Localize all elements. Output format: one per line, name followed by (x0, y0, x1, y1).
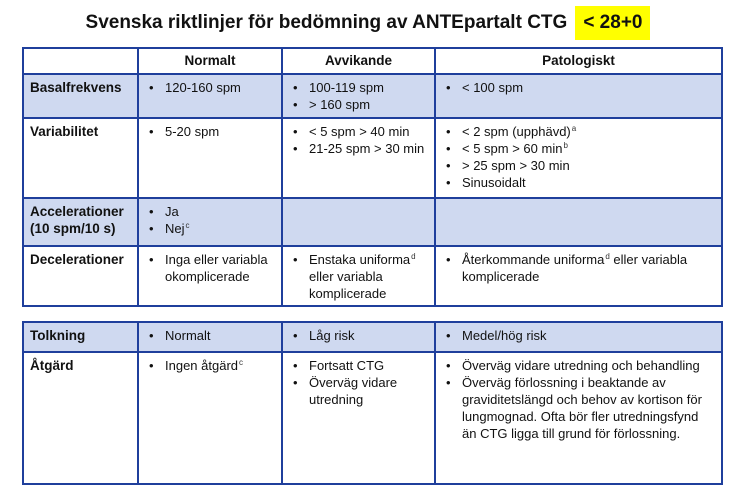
list-item-text: > 160 spm (309, 97, 371, 112)
list-item-text: Medel/hög risk (462, 328, 547, 343)
list-item-text: Återkommande uniforma (462, 252, 605, 267)
list-item-text: Låg risk (309, 328, 355, 343)
bullet-list (145, 251, 275, 285)
list-item-text: 21-25 spm > 30 min (309, 141, 425, 156)
list-item-text: > 25 spm > 30 min (462, 158, 570, 173)
bullet-list (145, 203, 275, 237)
cell-patologiskt (435, 118, 722, 198)
cell-normal (138, 74, 282, 118)
cell-normal (138, 118, 282, 198)
list-item-text: Överväg vidare utredning och behandling (462, 358, 700, 373)
bullet-list (289, 357, 428, 408)
header-empty (23, 48, 138, 74)
list-item (289, 123, 428, 140)
row-label: Variabilitet (23, 118, 138, 198)
table-row (23, 118, 722, 198)
table-row (23, 322, 722, 352)
list-item-text-continued: eller variabla komplicerade (309, 269, 387, 301)
bullet-list (289, 251, 428, 302)
header-row (23, 48, 722, 74)
list-item (442, 374, 715, 442)
row-label: Åtgärd (23, 352, 138, 484)
list-item (145, 327, 275, 344)
cell-patologiskt (435, 246, 722, 306)
table-row (23, 246, 722, 306)
bullet-list (289, 123, 428, 157)
cell-patologiskt (435, 352, 722, 484)
cell-patologiskt (435, 198, 722, 246)
ctg-assessment-table (22, 47, 723, 307)
list-item (442, 357, 715, 374)
list-item (145, 123, 275, 140)
list-item-text: < 5 spm > 40 min (309, 124, 410, 139)
bullet-list (289, 79, 428, 113)
list-item-text: Normalt (165, 328, 211, 343)
cell-avvikande (282, 198, 435, 246)
table-row (23, 74, 722, 118)
list-item (289, 357, 428, 374)
footnote-marker: a (571, 124, 577, 133)
list-item (442, 123, 715, 140)
bullet-list (442, 327, 715, 344)
row-label: Basalfrekvens (23, 74, 138, 118)
list-item-text: Ingen åtgärd (165, 358, 239, 373)
bullet-list (442, 79, 715, 96)
cell-normal (138, 246, 282, 306)
list-item-text: Överväg vidare utredning (309, 375, 398, 407)
list-item (442, 140, 715, 157)
cell-avvikande (282, 246, 435, 306)
table-row (23, 198, 722, 246)
list-item-text: Enstaka uniforma (309, 252, 411, 267)
list-item (145, 357, 275, 374)
header-patologiskt: Patologiskt (435, 48, 722, 74)
cell-avvikande (282, 322, 435, 352)
bullet-list (442, 357, 715, 442)
cell-avvikande (282, 74, 435, 118)
gestation-badge: < 28+0 (575, 6, 650, 40)
bullet-list (145, 123, 275, 140)
row-label: Tolkning (23, 322, 138, 352)
table-row (23, 352, 722, 484)
list-item-text-continued: eller variabla komplicerade (462, 252, 688, 284)
list-item (442, 157, 715, 174)
bullet-list (289, 327, 428, 344)
list-item-text: 5-20 spm (165, 124, 220, 139)
list-item (442, 79, 715, 96)
bullet-list (442, 123, 715, 191)
bullet-list (442, 251, 715, 285)
list-item (442, 327, 715, 344)
list-item (145, 220, 275, 237)
list-item-text: < 100 spm (462, 80, 524, 95)
list-item (442, 251, 715, 285)
cell-patologiskt (435, 74, 722, 118)
list-item (289, 140, 428, 157)
title-text: Svenska riktlinjer för bedömning av ANTEpartalt CTG (85, 12, 568, 33)
list-item (289, 327, 428, 344)
cell-patologiskt (435, 322, 722, 352)
cell-avvikande (282, 352, 435, 484)
page-title (0, 6, 736, 40)
cell-avvikande (282, 118, 435, 198)
interpretation-table (22, 321, 723, 485)
list-item (145, 251, 275, 285)
list-item (145, 203, 275, 220)
list-item-text: Överväg förlossning i beaktande av graviditetslängd och behov av kortison för lungmognad. Ofta bör fler utredningsfynd än CTG ligga till grund för förlossning. (462, 375, 702, 441)
cell-normal (138, 322, 282, 352)
list-item-text: Ja (165, 204, 179, 219)
list-item-text: Nej (165, 221, 185, 236)
footnote-marker: b (563, 141, 568, 150)
bullet-list (145, 327, 275, 344)
cell-normal (138, 198, 282, 246)
header-normalt: Normalt (138, 48, 282, 74)
list-item-text: Inga eller variabla okomplicerade (165, 252, 268, 284)
row-label: Decelerationer (23, 246, 138, 306)
header-avvikande: Avvikande (282, 48, 435, 74)
bullet-list (145, 79, 275, 96)
list-item-text: < 2 spm (upphävd) (462, 124, 571, 139)
footnote-marker: c (239, 358, 244, 367)
list-item-text: Sinusoidalt (462, 175, 526, 190)
bullet-list (145, 357, 275, 374)
list-item (289, 251, 428, 302)
list-item-text: Fortsatt CTG (309, 358, 385, 373)
list-item-text: 100-119 spm (309, 80, 384, 95)
footnote-marker: c (185, 221, 190, 230)
footnote-marker: d (605, 252, 610, 261)
list-item (289, 374, 428, 408)
cell-normal (138, 352, 282, 484)
list-item-text: < 5 spm > 60 min (462, 141, 563, 156)
list-item-text: 120-160 spm (165, 80, 241, 95)
footnote-marker: d (411, 252, 416, 261)
list-item (289, 96, 428, 113)
list-item (289, 79, 428, 96)
list-item (145, 79, 275, 96)
list-item (442, 174, 715, 191)
row-label: Accelerationer (10 spm/10 s) (23, 198, 138, 246)
